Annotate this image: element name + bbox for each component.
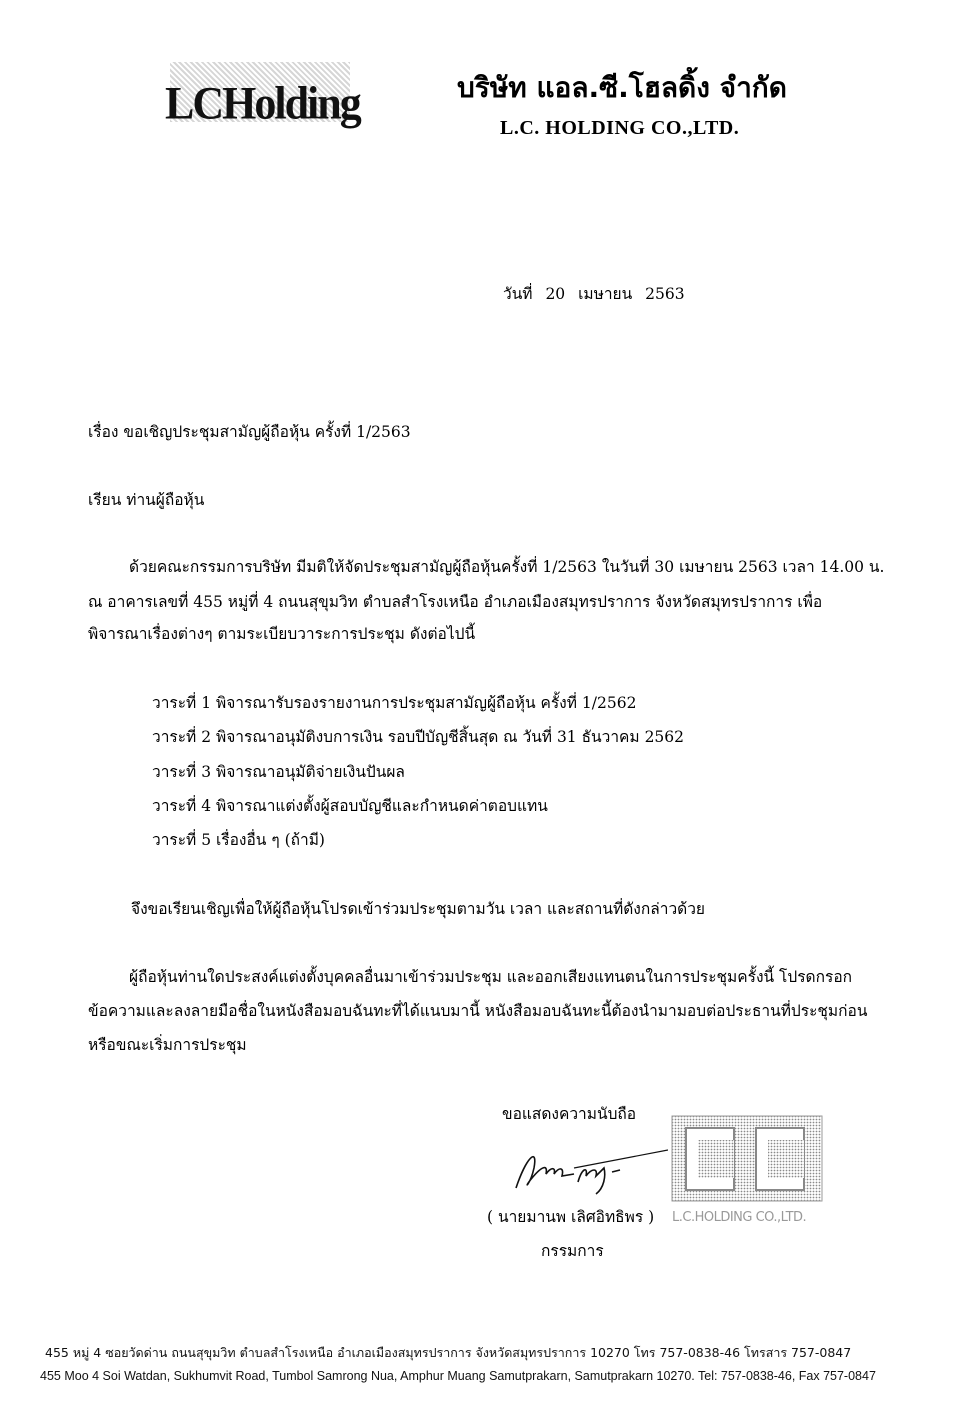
agenda-item: วาระที่ 5 เรื่องอื่น ๆ (ถ้ามี) xyxy=(152,831,325,849)
agenda-item: วาระที่ 1 พิจารณารับรองรายงานการประชุมสามัญผู้ถือหุ้น ครั้งที่ 1/2562 xyxy=(152,694,637,712)
letter-date: วันที่ 20 เมษายน 2563 xyxy=(503,285,685,303)
paragraph-1-line-3: พิจารณาเรื่องต่างๆ ตามระเบียบวาระการประชุม ดังต่อไปนี้ xyxy=(88,625,476,643)
stamp-caption: L.C.HOLDING CO.,LTD. xyxy=(672,1210,807,1225)
footer-address-english: 455 Moo 4 Soi Watdan, Sukhumvit Road, Tumbol Samrong Nua, Amphur Muang Samutprakarn, Samutprakarn 10270. Tel: 757-0838-46, Fax 757-0847 xyxy=(40,1369,876,1383)
company-logo: LCHolding xyxy=(165,77,360,130)
paragraph-3-line-1: ผู้ถือหุ้นท่านใดประสงค์แต่งตั้งบุคคลอื่นมาเข้าร่วมประชุม และออกเสียงแทนตนในการประชุมครั้งนี้ โปรดกรอก xyxy=(129,968,853,986)
paragraph-3-line-3: หรือขณะเริ่มการประชุม xyxy=(88,1036,247,1054)
letter-recipient: เรียน ท่านผู้ถือหุ้น xyxy=(88,491,205,509)
letter-subject: เรื่อง ขอเชิญประชุมสามัญผู้ถือหุ้น ครั้งที่ 1/2563 xyxy=(88,423,411,441)
company-name-english: L.C. HOLDING CO.,LTD. xyxy=(500,117,740,139)
paragraph-1-line-1: ด้วยคณะกรรมการบริษัท มีมติให้จัดประชุมสามัญผู้ถือหุ้นครั้งที่ 1/2563 ในวันที่ 30 เมษายน 2563 เวลา 14.00 น. xyxy=(129,558,885,576)
signature xyxy=(508,1138,668,1198)
company-name-thai: บริษัท แอล.ซี.โฮลดิ้ง จำกัด xyxy=(457,71,787,104)
agenda-item: วาระที่ 4 พิจารณาแต่งตั้งผู้สอบบัญชีและกำหนดค่าตอบแทน xyxy=(152,797,548,815)
paragraph-3-line-2: ข้อความและลงลายมือชื่อในหนังสือมอบฉันทะที่ได้แนบมานี้ หนังสือมอบฉันทะนี้ต้องนำมามอบต่อประธานที่ประชุมก่อน xyxy=(88,1002,868,1020)
paragraph-2: จึงขอเรียนเชิญเพื่อให้ผู้ถือหุ้นโปรดเข้าร่วมประชุมตามวัน เวลา และสถานที่ดังกล่าวด้วย xyxy=(131,900,705,918)
agenda-item: วาระที่ 3 พิจารณาอนุมัติจ่ายเงินปันผล xyxy=(152,763,405,781)
agenda-item: วาระที่ 2 พิจารณาอนุมัติงบการเงิน รอบปีบัญชีสิ้นสุด ณ วันที่ 31 ธันวาคม 2562 xyxy=(152,728,685,746)
footer-address-thai: 455 หมู่ 4 ซอยวัดด่าน ถนนสุขุมวิท ตำบลสำโรงเหนือ อำเภอเมืองสมุทรปราการ จังหวัดสมุทรปราการ 10270 โทร 757-0838-46 โทรสาร 757-0847 xyxy=(45,1345,852,1360)
signer-position: กรรมการ xyxy=(541,1242,604,1260)
closing-phrase: ขอแสดงความนับถือ xyxy=(502,1105,637,1123)
paragraph-1-line-2: ณ อาคารเลขที่ 455 หมู่ที่ 4 ถนนสุขุมวิท ตำบลสำโรงเหนือ อำเภอเมืองสมุทรปราการ จังหวัดสมุทรปราการ เพื่อ xyxy=(88,593,823,611)
signer-name: ( นายมานพ เลิศอิทธิพร ) xyxy=(487,1208,655,1226)
